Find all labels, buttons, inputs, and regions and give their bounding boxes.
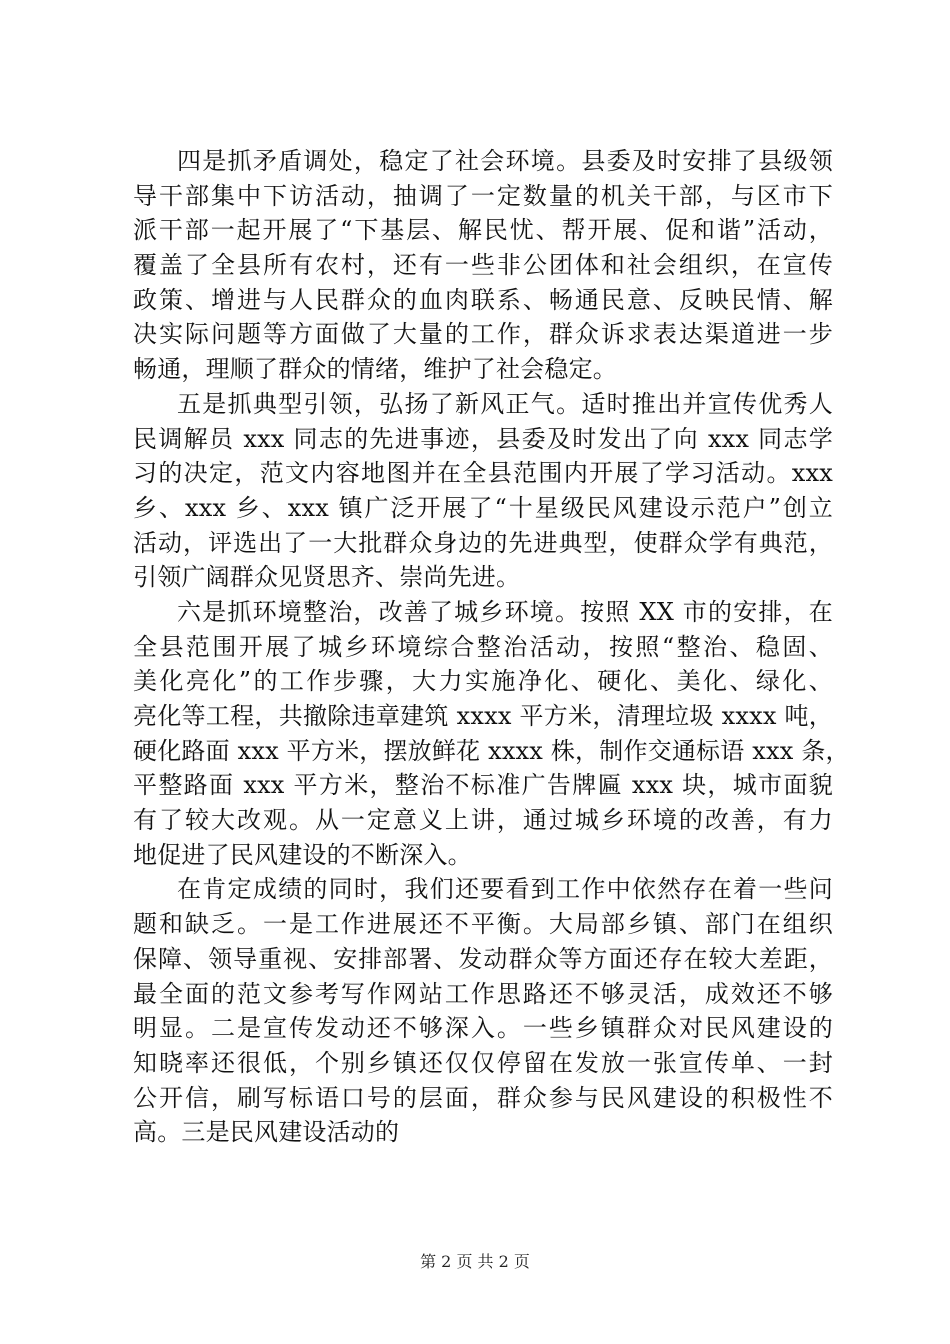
document-body (133, 144, 850, 1150)
text-line: 公开信，刷写标语口号的层面，群众参与民风建设的积极性不 (133, 1083, 833, 1112)
page-number-footer: 第 2 页 共 2 页 (420, 1252, 530, 1271)
text-line: 四是抓矛盾调处，稳定了社会环境。县委及时安排了县级领 (177, 147, 833, 175)
text-line: 五是抓典型引领，弘扬了新风正气。适时推出并宣传优秀人 (177, 389, 833, 418)
text-line: 覆盖了全县所有农村，还有一些非公团体和社会组织，在宣传 (133, 251, 833, 280)
text-line: 导干部集中下访活动，抽调了一定数量的机关干部，与区市下 (133, 181, 833, 210)
text-line: 派干部一起开展了“下基层、解民忧、帮开展、促和谐”活动， (133, 216, 833, 245)
text-line: 习的决定，范文内容地图并在全县范围内开展了学习活动。xxx (133, 459, 833, 488)
text-line: 高。三是民风建设活动的 (133, 1118, 400, 1147)
text-line: 有了较大改观。从一定意义上讲，通过城乡环境的改善，有力 (133, 806, 833, 835)
text-line: 最全面的范文参考写作网站工作思路还不够灵活，成效还不够 (133, 979, 833, 1008)
text-line: 决实际问题等方面做了大量的工作，群众诉求表达渠道进一步 (133, 320, 833, 349)
text-line: 地促进了民风建设的不断深入。 (133, 840, 472, 869)
text-line: 明显。二是宣传发动还不够深入。一些乡镇群众对民风建设的 (133, 1014, 833, 1043)
paragraph-social-environment (133, 144, 833, 387)
text-line: 活动，评选出了一大批群众身边的先进典型，使群众学有典范， (133, 528, 833, 557)
text-line: 政策、增进与人民群众的血肉联系、畅通民意、反映民情、解 (133, 285, 833, 314)
text-line: 亮化等工程，共撤除违章建筑 xxxx 平方米，清理垃圾 xxxx 吨， (133, 702, 833, 730)
text-line: 在肯定成绩的同时，我们还要看到工作中依然存在着一些问 (177, 875, 833, 904)
text-line: 美化亮化”的工作步骤，大力实施净化、硬化、美化、绿化、 (133, 667, 833, 696)
text-line: 保障、领导重视、安排部署、发动群众等方面还存在较大差距， (133, 944, 833, 973)
paragraph-environment-renovation (133, 595, 850, 873)
text-line: 题和缺乏。一是工作进展还不平衡。大局部乡镇、部门在组织 (133, 910, 833, 939)
text-line: 民调解员 xxx 同志的先进事迹，县委及时发出了向 xxx 同志学 (133, 424, 833, 453)
text-line: 畅通，理顺了群众的情绪，维护了社会稳定。 (133, 355, 617, 384)
text-line: 知晓率还很低，个别乡镇还仅仅停留在发放一张宣传单、一封 (133, 1048, 833, 1077)
paragraph-typical-examples (133, 387, 833, 595)
text-line: 乡、xxx 乡、xxx 镇广泛开展了“十星级民风建设示范户”创立 (133, 493, 833, 522)
text-line: 六是抓环境整治，改善了城乡环境。按照 XX 市的安排，在 (177, 597, 833, 626)
paragraph-problems (133, 872, 833, 1150)
text-line: 全县范围开展了城乡环境综合整治活动，按照“整治、稳固、 (133, 632, 833, 661)
text-line: 平整路面 xxx 平方米，整治不标准广告牌匾 xxx 块，城市面貌 (133, 771, 833, 800)
text-line: 硬化路面 xxx 平方米，摆放鲜花 xxxx 株，制作交通标语 xxx 条， (133, 736, 850, 765)
text-line: 引领广阔群众见贤思齐、崇尚先进。 (133, 563, 521, 592)
